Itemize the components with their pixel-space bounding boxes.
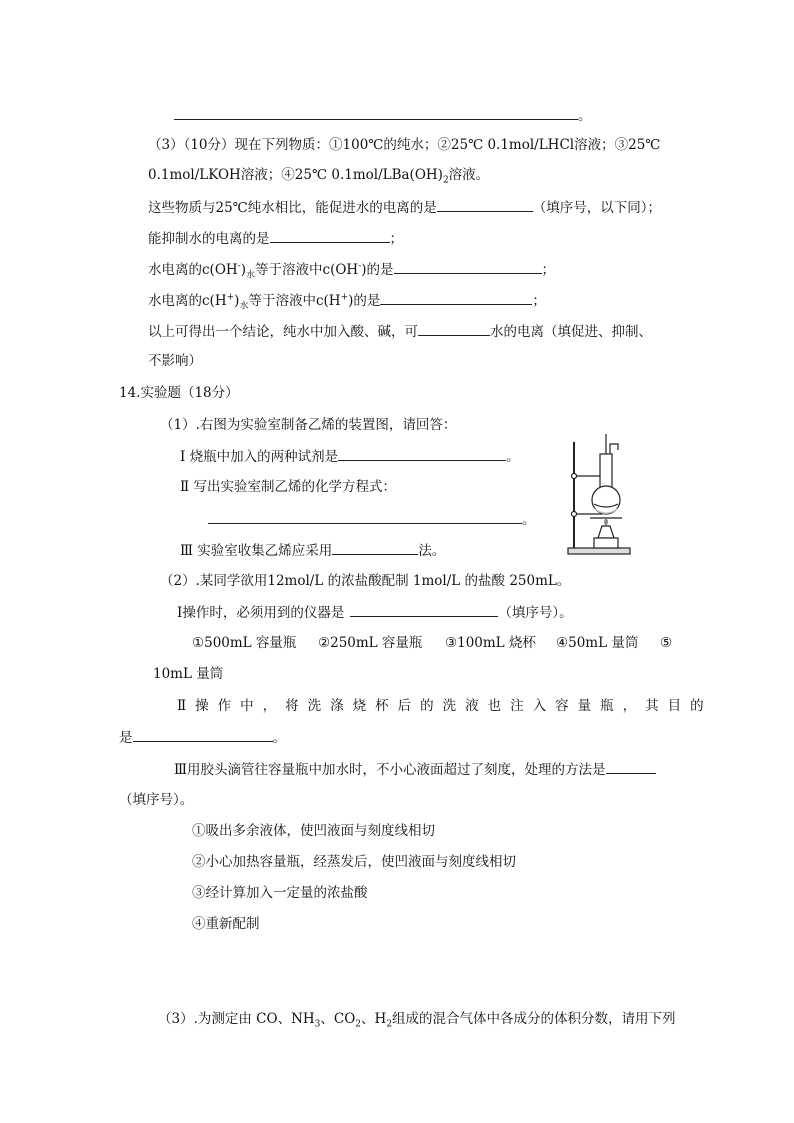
answer-line-top: 。 bbox=[174, 106, 592, 125]
option-5: ⑤ bbox=[660, 635, 673, 651]
answer-blank[interactable] bbox=[174, 106, 578, 120]
q14-part2-iii: Ⅲ用胶头滴管往容量瓶中加水时，不小心液面超过了刻度，处理的方法是 bbox=[174, 760, 656, 779]
q14-part2-iii-cont: （填序号）。 bbox=[119, 792, 194, 808]
method-item: ④重新配制 bbox=[192, 916, 260, 932]
flame bbox=[604, 518, 608, 526]
promote-blank[interactable] bbox=[437, 198, 533, 212]
q14-title: 14.实验题（18分） bbox=[119, 385, 239, 401]
instrument-blank[interactable] bbox=[350, 603, 498, 617]
conclusion-blank[interactable] bbox=[418, 322, 490, 336]
q14-part1-ii-answer: 。 bbox=[208, 510, 536, 529]
q14-part2-i: Ⅰ操作时，必须用到的仪器是 （填序号）。 bbox=[177, 605, 573, 621]
q3-inhibit-line: 能抑制水的电离的是 ； bbox=[148, 231, 403, 247]
method-item: ②小心加热容量瓶，经蒸发后，使凹液面与刻度线相切 bbox=[192, 854, 516, 870]
q3-intro-line2: 0.1mol/LKOH溶液；④25℃ $0.1mol/LBa(OH)_2$溶液。 bbox=[148, 167, 490, 186]
q14-part3-intro: （3）.为测定由 CO、$NH_3$、$CO_2$、$H_2$组成的混合气体中各成分的体积分数，请用下列 bbox=[158, 1011, 676, 1030]
option-1: ①500mL 容量瓶 bbox=[192, 635, 297, 651]
q14-part1-intro: （1）.右图为实验室制备乙烯的装置图，请回答： bbox=[160, 417, 457, 433]
q3-conclusion-line1: 以上可得出一个结论，纯水中加入酸、碱，可 水的电离（填促进、抑制、 bbox=[148, 324, 652, 340]
oh-blank[interactable] bbox=[394, 260, 542, 274]
collection-blank[interactable] bbox=[332, 541, 418, 555]
q14-part2-option5-cont: 10mL 量筒 bbox=[153, 666, 224, 682]
q3-h-line: 水电离的$c(H^+)_水$等于溶液中c(H+)的是 ； bbox=[148, 292, 546, 312]
alcohol-lamp bbox=[598, 526, 614, 538]
ethylene-apparatus-figure bbox=[562, 414, 638, 558]
inhibit-blank[interactable] bbox=[270, 229, 390, 243]
equation-blank[interactable] bbox=[208, 510, 522, 524]
q3-conclusion-line2: 不影响） bbox=[148, 353, 202, 369]
h-blank[interactable] bbox=[380, 291, 532, 305]
method-item: ③经计算加入一定量的浓盐酸 bbox=[192, 885, 368, 901]
q14-part2-ii: Ⅱ操作中，将洗涤烧杯后的洗液也注入容量瓶，其目的 bbox=[177, 698, 713, 714]
method-item: ①吸出多余液体，使凹液面与刻度线相切 bbox=[192, 823, 435, 839]
q3-promote-line: 这些物质与25℃纯水相比，能促进水的电离的是 （填序号，以下同）； bbox=[148, 200, 662, 216]
option-3: ③100mL 烧杯 bbox=[445, 635, 536, 651]
flask-neck bbox=[600, 454, 612, 488]
reagents-blank[interactable] bbox=[338, 447, 506, 461]
option-4: ④50mL 量筒 bbox=[556, 635, 639, 651]
purpose-blank[interactable] bbox=[133, 728, 273, 742]
q3-intro-line1: （3）（10分）现在下列物质：①100℃的纯水；②25℃ 0.1mol/LHCl溶液；③25℃ bbox=[148, 137, 661, 153]
q14-part2-intro: （2）.某同学欲用12mol/L 的浓盐酸配制 1mol/L 的盐酸 250mL。 bbox=[160, 573, 571, 589]
q14-part1-ii: Ⅱ 写出实验室制乙烯的化学方程式： bbox=[180, 479, 396, 495]
q14-part2-ii-answer: 是 。 bbox=[119, 730, 286, 746]
stand-base bbox=[568, 548, 630, 554]
q14-part1-iii: Ⅲ 实验室收集乙烯应采用 法。 bbox=[180, 543, 446, 559]
option-2: ②250mL 容量瓶 bbox=[318, 635, 423, 651]
q14-part1-i: Ⅰ 烧瓶中加入的两种试剂是 。 bbox=[180, 449, 520, 465]
q3-oh-line: 水电离的$c(OH^-)_水$等于溶液中c(OH-)的是 ； bbox=[148, 261, 556, 281]
method-blank[interactable] bbox=[606, 760, 656, 774]
